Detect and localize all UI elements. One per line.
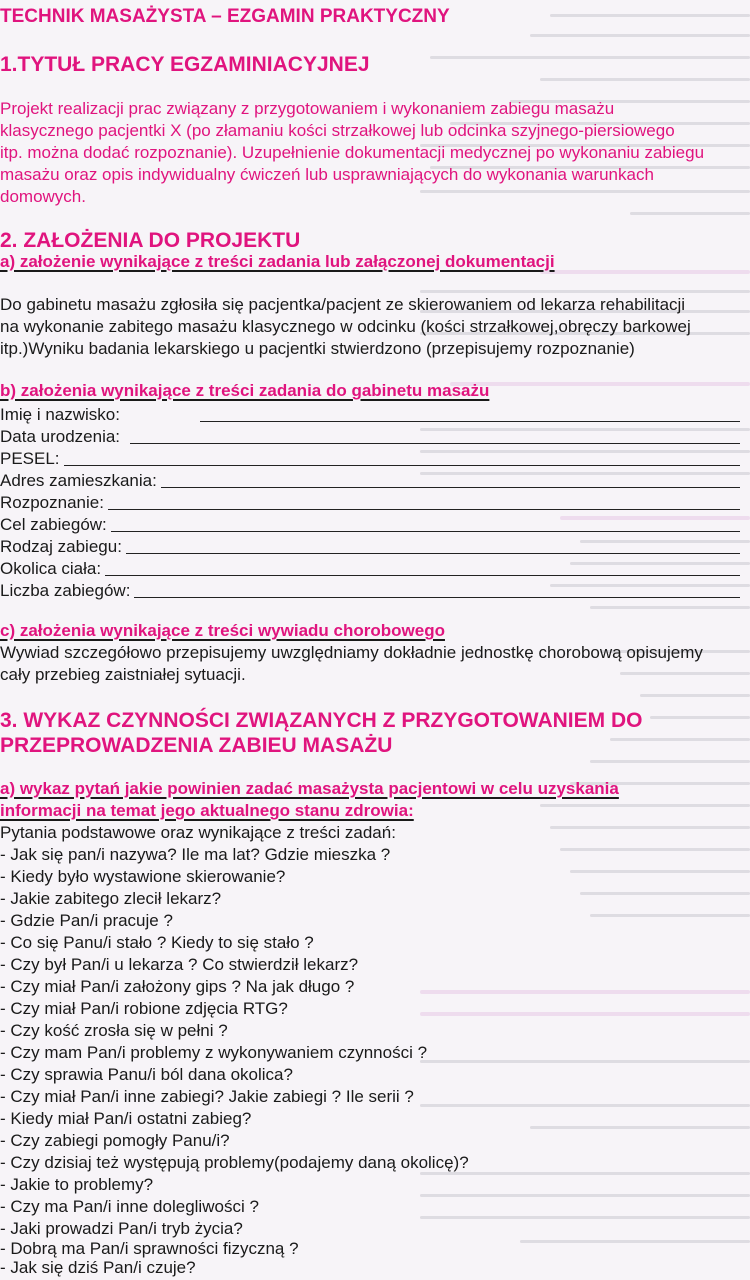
question-item: - Czy zabiegi pomogły Panu/i? — [0, 1131, 230, 1150]
form-field-blank-line — [130, 443, 740, 444]
form-field-label: Imię i nazwisko: — [0, 405, 120, 424]
section-1-text-line: klasycznego pacjentki X (po złamaniu kości strzałkowej lub odcinka szyjnego-piersiowego — [0, 121, 675, 140]
form-field-label: Rodzaj zabiegu: — [0, 537, 122, 556]
section-3a-heading-line: a) wykaz pytań jakie powinien zadać masażysta pacjentowi w celu uzyskania — [0, 779, 619, 798]
section-2c-text-line: Wywiad szczegółowo przepisujemy uwzględniamy dokładnie jednostkę chorobową opisujemy — [0, 643, 703, 662]
form-field-label: PESEL: — [0, 449, 60, 468]
question-item: - Jaki prowadzi Pan/i tryb życia? — [0, 1219, 243, 1238]
form-field-blank-line — [108, 509, 740, 510]
form-field-blank-line — [105, 575, 740, 576]
question-item: - Czy ma Pan/i inne dolegliwości ? — [0, 1197, 259, 1216]
question-item: - Jak się dziś Pan/i czuje? — [0, 1258, 196, 1277]
question-item: - Czy dzisiaj też występują problemy(podajemy daną okolicę)? — [0, 1153, 469, 1172]
section-2c-text-line: cały przebieg zaistniałej sytuacji. — [0, 665, 246, 684]
document-title: TECHNIK MASAŻYSTA – EZGAMIN PRAKTYCZNY — [0, 6, 450, 27]
form-field-label: Adres zamieszkania: — [0, 471, 157, 490]
form-field-label: Okolica ciała: — [0, 559, 102, 578]
form-field-body-area — [0, 558, 740, 580]
form-field-blank-line — [126, 553, 740, 554]
question-item: - Czy był Pan/i u lekarza ? Co stwierdził lekarz? — [0, 955, 359, 974]
form-field-pesel — [0, 448, 740, 470]
question-item: - Czy kość zrosła się w pełni ? — [0, 1021, 228, 1040]
section-1-heading: 1.TYTUŁ PRACY EGZAMINIACYJNEJ — [0, 53, 370, 76]
section-2b-heading: b) założenia wynikające z treści zadania do gabinetu masażu — [0, 381, 490, 400]
form-field-address — [0, 470, 740, 492]
form-field-blank-line — [111, 531, 740, 532]
form-field-diagnosis — [0, 492, 740, 514]
question-item: - Kiedy miał Pan/i ostatni zabieg? — [0, 1109, 252, 1128]
questions-intro: Pytania podstawowe oraz wynikające z treści zadań: — [0, 823, 396, 842]
question-item: - Dobrą ma Pan/i sprawności fizyczną ? — [0, 1239, 299, 1258]
form-field-label: Liczba zabiegów: — [0, 581, 131, 600]
section-2a-text-line: Do gabinetu masażu zgłosiła się pacjentka/pacjent ze skierowaniem od lekarza rehabilitacji — [0, 295, 686, 314]
form-field-treatment-goal — [0, 514, 740, 536]
section-2c-heading: c) założenia wynikające z treści wywiadu chorobowego — [0, 621, 445, 640]
section-1-text-line: itp. można dodać rozpoznanie). Uzupełnienie dokumentacji medycznej po wykonaniu zabiegu — [0, 143, 705, 162]
question-item: - Kiedy było wystawione skierowanie? — [0, 867, 286, 886]
question-item: - Czy mam Pan/i problemy z wykonywaniem czynności ? — [0, 1043, 428, 1062]
question-item: - Jak się pan/i nazywa? Ile ma lat? Gdzie mieszka ? — [0, 845, 391, 864]
section-3-heading-line: PRZEPROWADZENIA ZABIEU MASAŻU — [0, 734, 393, 757]
form-field-treatment-type — [0, 536, 740, 558]
form-field-label: Cel zabiegów: — [0, 515, 107, 534]
section-1-text-line: masażu oraz opis indywidualny ćwiczeń lub usprawniających do wykonania warunkach — [0, 165, 654, 184]
question-item: - Jakie zabitego zlecił lekarz? — [0, 889, 222, 908]
form-field-blank-line — [161, 487, 740, 488]
section-2a-text-line: itp.)Wyniku badania lekarskiego u pacjentki stwierdzono (przepisujemy rozpoznanie) — [0, 339, 635, 358]
section-2-heading: 2. ZAŁOŻENIA DO PROJEKTU — [0, 229, 301, 252]
section-2a-heading: a) założenie wynikające z treści zadania lub załączonej dokumentacji — [0, 252, 555, 271]
form-field-label: Data urodzenia: — [0, 427, 121, 446]
question-item: - Gdzie Pan/i pracuje ? — [0, 911, 173, 930]
section-1-text-line: Projekt realizacji prac związany z przygotowaniem i wykonaniem zabiegu masażu — [0, 99, 615, 118]
form-field-blank-line — [200, 421, 740, 422]
question-item: - Czy sprawia Panu/i ból dana okolica? — [0, 1065, 293, 1084]
form-field-blank-line — [64, 465, 740, 466]
section-3a-heading-line: informacji na temat jego aktualnego stanu zdrowia: — [0, 801, 414, 820]
form-field-name — [0, 404, 740, 426]
form-field-birth-date — [0, 426, 740, 448]
question-item: - Jakie to problemy? — [0, 1175, 154, 1194]
section-2a-text-line: na wykonanie zabitego masażu klasycznego w odcinku (kości strzałkowej,obręczy barkowej — [0, 317, 691, 336]
section-1-text-line: domowych. — [0, 187, 86, 206]
form-field-treatment-count — [0, 580, 740, 602]
question-item: - Czy miał Pan/i robione zdjęcia RTG? — [0, 999, 288, 1018]
question-item: - Czy miał Pan/i inne zabiegi? Jakie zabiegi ? Ile serii ? — [0, 1087, 414, 1106]
question-item: - Co się Panu/i stało ? Kiedy to się stało ? — [0, 933, 314, 952]
question-item: - Czy miał Pan/i założony gips ? Na jak długo ? — [0, 977, 355, 996]
form-field-label: Rozpoznanie: — [0, 493, 104, 512]
form-field-blank-line — [134, 597, 740, 598]
section-3-heading-line: 3. WYKAZ CZYNNOŚCI ZWIĄZANYCH Z PRZYGOTOWANIEM DO — [0, 709, 643, 732]
bleed-through-texture — [410, 0, 750, 1280]
